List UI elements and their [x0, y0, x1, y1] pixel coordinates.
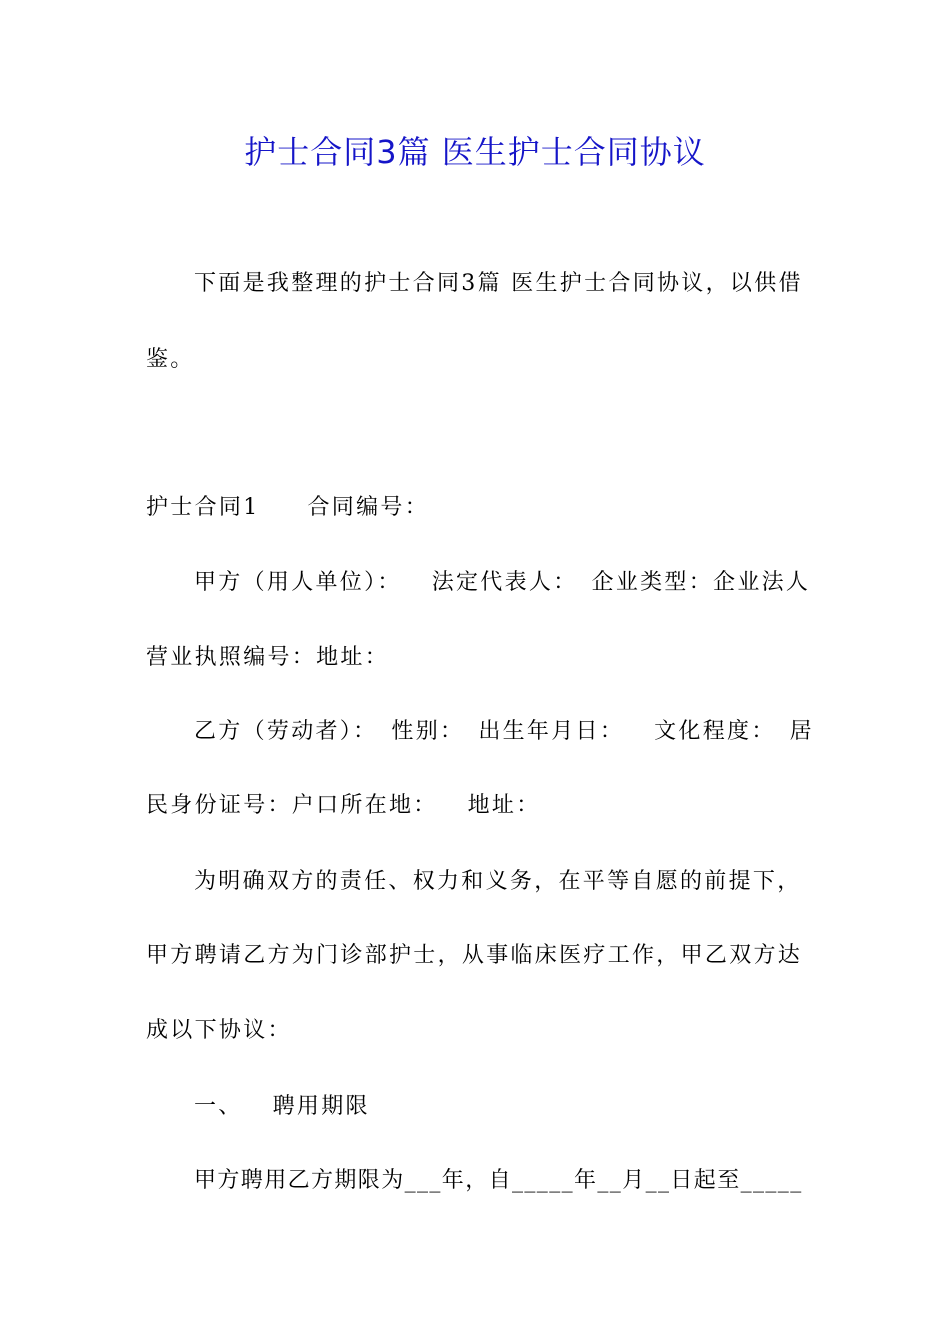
para1-line-3: 成以下协议： [146, 1018, 292, 1043]
document-title: 护士合同3篇 医生护士合同协议 [244, 133, 706, 171]
license-address-line: 营业执照编号：地址： [146, 645, 390, 670]
id-residence-line [146, 788, 806, 824]
para1-line-1: 为明确双方的责任、权力和义务，在平等自愿的前提下， [194, 869, 802, 894]
education-label: 文化程度： [654, 719, 776, 744]
section-1-heading [194, 1089, 806, 1125]
contract-number-label: 合同编号： [307, 495, 430, 520]
contract-label: 护士合同1 [146, 495, 260, 520]
intro-line-2: 鉴。 [146, 347, 195, 372]
legal-rep-label: 法定代表人： [431, 570, 578, 595]
birth-label: 出生年月日： [478, 719, 625, 744]
section-1-title: 聘用期限 [272, 1094, 370, 1119]
party-b-line [194, 714, 814, 750]
id-residence: 民身份证号：户口所在地： [146, 793, 438, 818]
address-label: 地址： [467, 793, 541, 818]
para1-line-2: 甲方聘请乙方为门诊部护士，从事临床医疗工作，甲乙双方达 [146, 943, 803, 968]
gender-label: 性别： [391, 719, 465, 744]
party-b-label: 乙方（劳动者）： [194, 719, 378, 744]
enterprise-type: 企业类型：企业法人 [591, 570, 811, 595]
party-a-label: 甲方（用人单位）： [194, 570, 402, 595]
residence-prefix: 居 [789, 719, 814, 744]
contract-header [146, 490, 806, 526]
intro-line-1: 下面是我整理的护士合同3篇 医生护士合同协议，以供借 [194, 271, 803, 296]
section-1-number: 一、 [194, 1094, 243, 1119]
party-a-line [194, 565, 811, 601]
term-line: 甲方聘用乙方期限为___年，自_____年__月__日起至_____ [194, 1168, 803, 1193]
